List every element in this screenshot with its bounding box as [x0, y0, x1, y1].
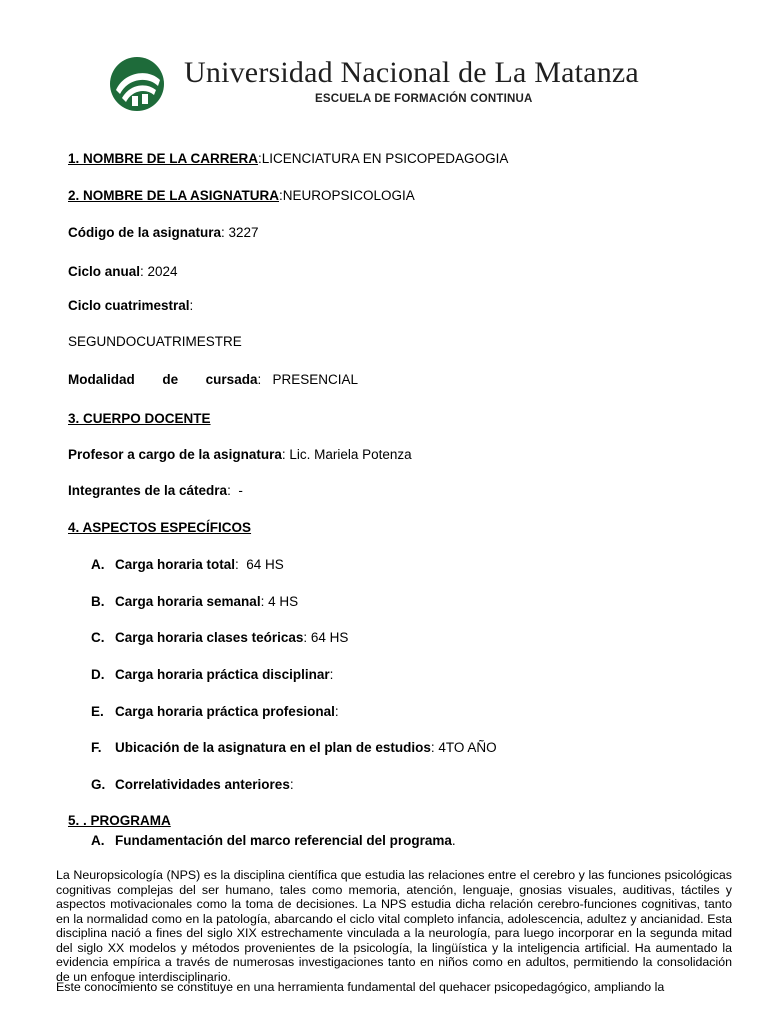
list-item-label: Carga horaria total: [115, 557, 236, 572]
list-item-value: : 4TO AÑO: [430, 740, 497, 755]
term-cycle-line: [68, 298, 193, 313]
list-item-letter: A.: [91, 557, 105, 572]
section-3-heading: 3. CUERPO DOCENTE: [68, 411, 211, 426]
list-item-label: Correlatividades anteriores: [115, 777, 290, 792]
subject-code-line: [68, 225, 259, 240]
university-name: Universidad Nacional de La Matanza: [184, 56, 639, 89]
list-item-value: :: [289, 777, 294, 792]
section-5-line: [68, 813, 171, 828]
list-item: [91, 704, 339, 719]
list-item-label: Carga horaria semanal: [115, 594, 261, 609]
members-label: Integrantes de la cátedra: [68, 483, 228, 498]
professor-line: [68, 447, 412, 462]
term-cycle-colon: :: [189, 298, 194, 313]
professor-label: Profesor a cargo de la asignatura: [68, 447, 282, 462]
list-item-value: :: [334, 704, 339, 719]
list-item-label: Carga horaria práctica disciplinar: [115, 667, 330, 682]
subject-code-label: Código de la asignatura: [68, 225, 222, 240]
subject-code-value: : 3227: [221, 225, 259, 240]
program-item: [91, 833, 456, 848]
body-paragraph-2: Este conocimiento se constituye en una herramienta fundamental del quehacer psicopedagógico, ampliando la: [56, 980, 665, 994]
list-item-letter: F.: [91, 740, 102, 755]
career-name-line: [68, 151, 508, 166]
list-item-value: :: [329, 667, 334, 682]
list-item-value: : 64 HS: [235, 557, 284, 572]
subject-name: :NEUROPSICOLOGIA: [279, 188, 415, 203]
members-value: : -: [227, 483, 243, 498]
body-paragraph-1: La Neuropsicología (NPS) es la disciplina científica que estudia las relaciones entre el cerebro y las funciones psicológicas cognitivas complejas del ser humano, tales como memoria, atención, lenguaje, gnosias visuales, auditivas, táctiles y aspectos motivacionales como la toma de decisiones. La NPS estudia dicha relación cerebro-funciones cognitivas, tanto en la normalidad como en la patología, abarcando el ciclo vital completo infancia, adolescencia, adultez y ancianidad. Esta disciplina nació a fines del siglo XIX estrechamente vinculada a la neurología, para luego incorporar en la segunda mitad del siglo XX modelos y métodos provenientes de la psicología, la lingüística y la inteligencia artificial. Ha aumentado la evidencia empírica a través de numerosas investigaciones tanto en niños como en adultos, permitiendo la consolidación de un enfoque interdisciplinario.: [56, 868, 732, 984]
section-4-heading: 4. ASPECTOS ESPECÍFICOS: [68, 520, 252, 535]
list-item: [91, 777, 294, 792]
list-item-value: : 4 HS: [260, 594, 299, 609]
modality-word-3: cursada: [205, 372, 258, 387]
letterhead: [108, 54, 678, 114]
modality-value: : PRESENCIAL: [257, 372, 358, 387]
school-name: ESCUELA DE FORMACIÓN CONTINUA: [315, 93, 533, 105]
section-3-line: [68, 411, 211, 426]
annual-cycle-line: [68, 264, 178, 279]
section-5-heading: 5. . PROGRAMA: [68, 813, 171, 828]
list-item-value: : 64 HS: [303, 630, 349, 645]
list-item-label: Carga horaria clases teóricas: [115, 630, 304, 645]
list-item: [91, 630, 348, 645]
section-1-heading: 1. NOMBRE DE LA CARRERA: [68, 151, 259, 166]
list-item-label: Carga horaria práctica profesional: [115, 704, 335, 719]
subject-name-line: [68, 188, 415, 203]
section-2-heading: 2. NOMBRE DE LA ASIGNATURA: [68, 188, 280, 203]
list-item-letter: C.: [91, 630, 105, 645]
list-item-letter: D.: [91, 667, 105, 682]
modality-line: [68, 372, 358, 387]
term-value: SEGUNDOCUATRIMESTRE: [68, 334, 242, 349]
program-item-letter: A.: [91, 833, 105, 848]
list-item: [91, 557, 284, 572]
members-line: [68, 483, 243, 498]
list-item-letter: G.: [91, 777, 106, 792]
list-item: [91, 594, 298, 609]
program-item-label: Fundamentación del marco referencial del programa: [115, 833, 452, 848]
modality-word-1: Modalidad: [68, 372, 135, 387]
list-item: [91, 740, 497, 755]
list-item-letter: E.: [91, 704, 104, 719]
term-cycle-label: Ciclo cuatrimestral: [68, 298, 190, 313]
modality-word-3-group: [206, 372, 358, 387]
section-4-line: [68, 520, 251, 535]
program-item-value: .: [451, 833, 456, 848]
career-name: :LICENCIATURA EN PSICOPEDAGOGIA: [258, 151, 509, 166]
professor-value: : Lic. Mariela Potenza: [281, 447, 412, 462]
list-item-letter: B.: [91, 594, 105, 609]
list-item-label: Ubicación de la asignatura en el plan de estudios: [115, 740, 431, 755]
list-item: [91, 667, 333, 682]
modality-word-2: de: [162, 372, 179, 387]
university-logo: [108, 56, 166, 112]
annual-cycle-value: : 2024: [140, 264, 178, 279]
annual-cycle-label: Ciclo anual: [68, 264, 141, 279]
